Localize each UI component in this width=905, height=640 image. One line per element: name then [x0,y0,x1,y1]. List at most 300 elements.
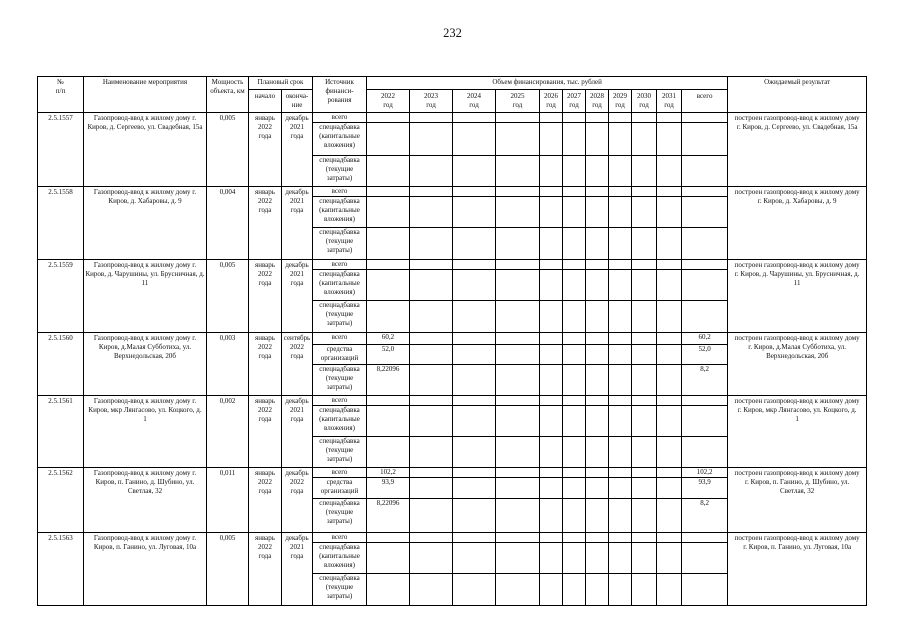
header-year-unit: год [469,101,479,109]
amount-2030 [632,499,657,533]
amount-2029 [609,533,632,543]
amount-2026 [540,533,563,543]
amount-2025 [496,499,540,533]
table-header [38,77,867,113]
amount-2022 [367,406,410,437]
amount-2029 [609,228,632,260]
item-capacity: 0,011 [207,468,249,533]
amount-2024 [453,270,496,301]
amount-2024 [453,543,496,574]
amount-2031 [657,543,682,574]
header-year-2026 [540,90,563,113]
amount-2031 [657,270,682,301]
amount-2031 [657,123,682,156]
item-capacity: 0,005 [207,533,249,606]
funding-source: спецнадбавка (текущие затраты) [313,301,367,333]
amount-2023 [410,574,453,606]
item-name: Газопровод-ввод к жилому дому г. Киров, д. Чарушины, ул. Брусничная, д. 11 [84,260,207,333]
funding-source: всего [313,468,367,478]
amount-2030 [632,437,657,468]
table-row [38,333,867,345]
amount-2027 [563,187,586,197]
amount-2028 [586,406,609,437]
item-capacity: 0,002 [207,396,249,468]
amount-2029 [609,543,632,574]
amount-2023 [410,406,453,437]
header-year-label: 2024 [467,92,482,100]
amount-2024 [453,437,496,468]
amount-2029 [609,406,632,437]
amount-2023 [410,533,453,543]
amount-2028 [586,260,609,270]
amount-2029 [609,478,632,499]
amount-total [682,543,728,574]
header-year-unit: год [592,101,602,109]
item-result: построен газопровод-ввод к жилому дому г. Киров, мкр Лянгасово, ул. Коцкого, д. 1 [728,396,867,468]
amount-2024 [453,499,496,533]
amount-2023 [410,437,453,468]
amount-2026 [540,187,563,197]
amount-total: 93,9 [682,478,728,499]
header-year-2028 [586,90,609,113]
amount-2027 [563,270,586,301]
amount-2030 [632,187,657,197]
amount-total: 60,2 [682,333,728,345]
amount-2030 [632,197,657,228]
amount-2026 [540,156,563,187]
amount-2023 [410,260,453,270]
header-row-top [38,77,867,90]
amount-2026 [540,406,563,437]
header-year-label: 2026 [544,92,559,100]
amount-2025 [496,396,540,406]
amount-2022: 8,22096 [367,499,410,533]
item-name: Газопровод-ввод к жилому дому г. Киров, д. Хабаровы, д. 9 [84,187,207,260]
header-name: Наименование мероприятия [84,77,207,113]
amount-2026 [540,365,563,396]
amount-2025 [496,228,540,260]
item-end-date: декабрь 2021 года [282,113,313,187]
item-end-date: декабрь 2021 года [282,187,313,260]
header-year-label: 2030 [637,92,652,100]
amount-2023 [410,468,453,478]
amount-2029 [609,260,632,270]
amount-2022 [367,228,410,260]
item-number: 2.5.1562 [38,468,84,533]
amount-2029 [609,123,632,156]
item-start-date: январь 2022 года [249,260,282,333]
amount-2030 [632,406,657,437]
amount-2030 [632,301,657,333]
amount-2022 [367,396,410,406]
funding-plan-table [37,76,867,606]
amount-2024 [453,333,496,345]
amount-2030 [632,543,657,574]
amount-2031 [657,345,682,365]
amount-total [682,396,728,406]
amount-2023 [410,365,453,396]
header-funding: Объем финансирования, тыс. рублей [367,77,728,90]
amount-2030 [632,396,657,406]
amount-2024 [453,228,496,260]
amount-2027 [563,478,586,499]
item-end-date: декабрь 2021 года [282,533,313,606]
amount-2023 [410,156,453,187]
item-end-date: декабрь 2021 года [282,260,313,333]
amount-2026 [540,437,563,468]
amount-2026 [540,123,563,156]
funding-source: всего [313,333,367,345]
funding-source: спецнадбавка (капитальные вложения) [313,123,367,156]
amount-2029 [609,574,632,606]
amount-2029 [609,396,632,406]
table-row [38,468,867,478]
header-year-unit: год [426,101,436,109]
amount-2025 [496,468,540,478]
amount-2031 [657,478,682,499]
table-row [38,533,867,543]
amount-2023 [410,301,453,333]
item-number: 2.5.1557 [38,113,84,187]
amount-2031 [657,113,682,123]
item-start-date: январь 2022 года [249,113,282,187]
amount-2024 [453,365,496,396]
header-term-start: начало [249,90,282,113]
amount-2029 [609,197,632,228]
amount-2022 [367,301,410,333]
amount-2023 [410,499,453,533]
table-body [38,113,867,606]
amount-total [682,228,728,260]
amount-2022 [367,113,410,123]
amount-2025 [496,197,540,228]
amount-total [682,270,728,301]
amount-2031 [657,187,682,197]
amount-2025 [496,543,540,574]
amount-2029 [609,468,632,478]
header-year-label: 2027 [567,92,582,100]
amount-2025 [496,345,540,365]
amount-2023 [410,333,453,345]
amount-2025 [496,123,540,156]
amount-2022: 60,2 [367,333,410,345]
amount-2031 [657,574,682,606]
amount-2026 [540,574,563,606]
amount-2023 [410,543,453,574]
header-year-unit: год [512,101,523,109]
amount-2027 [563,301,586,333]
amount-total [682,187,728,197]
amount-2028 [586,478,609,499]
amount-2027 [563,123,586,156]
amount-2025 [496,187,540,197]
header-term: Плановый срок [249,77,313,90]
amount-2022: 102,2 [367,468,410,478]
funding-source: спецнадбавка (капитальные вложения) [313,543,367,574]
item-result: построен газопровод-ввод к жилому дому г. Киров, п. Ганино, ул. Луговая, 10а [728,533,867,606]
amount-2029 [609,301,632,333]
amount-2022 [367,187,410,197]
amount-2030 [632,113,657,123]
item-name: Газопровод-ввод к жилому дому г. Киров, д.Малая Субботиха, ул. Верхнедольская, 20б [84,333,207,396]
amount-2028 [586,187,609,197]
item-capacity: 0,005 [207,113,249,187]
table-row [38,113,867,123]
funding-source: спецнадбавка (текущие затраты) [313,499,367,533]
amount-total: 52,0 [682,345,728,365]
amount-2029 [609,437,632,468]
amount-2024 [453,478,496,499]
amount-2026 [540,270,563,301]
header-capacity: Мощность объекта, км [207,77,249,113]
funding-source: средства организаций [313,345,367,365]
amount-2031 [657,396,682,406]
item-start-date: январь 2022 года [249,333,282,396]
amount-2029 [609,345,632,365]
amount-2027 [563,533,586,543]
amount-2024 [453,197,496,228]
funding-source: спецнадбавка (капитальные вложения) [313,197,367,228]
amount-2024 [453,123,496,156]
amount-2026 [540,260,563,270]
amount-2025 [496,156,540,187]
header-year-label: 2029 [613,92,628,100]
amount-2023 [410,228,453,260]
amount-2025 [496,113,540,123]
amount-total [682,113,728,123]
header-year-label: 2025 [510,92,525,100]
amount-2028 [586,123,609,156]
amount-2028 [586,533,609,543]
amount-2028 [586,228,609,260]
header-year-unit: год [664,101,674,109]
amount-2026 [540,478,563,499]
header-year-2030 [632,90,657,113]
amount-total [682,123,728,156]
funding-source: всего [313,187,367,197]
amount-total [682,437,728,468]
item-number: 2.5.1560 [38,333,84,396]
amount-2026 [540,301,563,333]
header-year-2024 [453,90,496,113]
amount-2023 [410,187,453,197]
table-row [38,396,867,406]
amount-2031 [657,228,682,260]
item-name: Газопровод-ввод к жилому дому г. Киров, п. Ганино, д. Шубино, ул. Светлая, 32 [84,468,207,533]
amount-2028 [586,197,609,228]
item-name: Газопровод-ввод к жилому дому г. Киров, п. Ганино, ул. Луговая, 10а [84,533,207,606]
header-year-2023 [410,90,453,113]
amount-2024 [453,260,496,270]
amount-2025 [496,260,540,270]
amount-2028 [586,437,609,468]
amount-2023 [410,345,453,365]
funding-source: спецнадбавка (текущие затраты) [313,156,367,187]
item-name: Газопровод-ввод к жилому дому г. Киров, мкр Лянгасово, ул. Коцкого, д. 1 [84,396,207,468]
header-year-unit: год [639,101,649,109]
amount-2028 [586,468,609,478]
amount-total [682,574,728,606]
amount-2024 [453,533,496,543]
amount-2024 [453,301,496,333]
amount-2027 [563,499,586,533]
amount-2030 [632,365,657,396]
amount-2027 [563,437,586,468]
amount-2031 [657,406,682,437]
amount-2029 [609,156,632,187]
funding-source: спецнадбавка (капитальные вложения) [313,406,367,437]
item-start-date: январь 2022 года [249,396,282,468]
amount-2030 [632,468,657,478]
amount-2022 [367,543,410,574]
amount-2025 [496,333,540,345]
amount-2030 [632,123,657,156]
funding-source: спецнадбавка (текущие затраты) [313,365,367,396]
amount-2027 [563,333,586,345]
amount-2022 [367,123,410,156]
amount-2027 [563,468,586,478]
amount-2031 [657,260,682,270]
header-year-unit: год [383,101,393,109]
amount-2023 [410,123,453,156]
amount-2031 [657,333,682,345]
funding-source: всего [313,113,367,123]
amount-2028 [586,574,609,606]
header-year-label: 2028 [590,92,605,100]
amount-total [682,533,728,543]
header-year-2029 [609,90,632,113]
amount-2027 [563,396,586,406]
amount-2030 [632,156,657,187]
item-start-date: январь 2022 года [249,533,282,606]
item-start-date: январь 2022 года [249,187,282,260]
amount-total [682,406,728,437]
amount-2031 [657,197,682,228]
amount-2027 [563,228,586,260]
amount-2025 [496,406,540,437]
amount-2030 [632,333,657,345]
amount-2027 [563,156,586,187]
item-end-date: сентябрь 2022 года [282,333,313,396]
amount-2027 [563,260,586,270]
amount-2026 [540,228,563,260]
amount-2030 [632,228,657,260]
item-result: построен газопровод-ввод к жилому дому г. Киров, д.Малая Субботиха, ул. Верхнедольская, 20б [728,333,867,396]
amount-2030 [632,533,657,543]
funding-source: спецнадбавка (текущие затраты) [313,437,367,468]
header-year-label: 2022 [381,92,396,100]
amount-2031 [657,499,682,533]
amount-total [682,156,728,187]
amount-2024 [453,468,496,478]
amount-total: 8,2 [682,499,728,533]
amount-total [682,301,728,333]
amount-2022: 93,9 [367,478,410,499]
amount-2031 [657,301,682,333]
header-term-end: оконча- ние [282,90,313,113]
amount-2022 [367,270,410,301]
header-year-unit: год [569,101,579,109]
amount-2031 [657,533,682,543]
amount-2029 [609,270,632,301]
header-year-2025 [496,90,540,113]
amount-2028 [586,301,609,333]
amount-2026 [540,113,563,123]
amount-2023 [410,270,453,301]
amount-2029 [609,365,632,396]
header-source: Источник финанси- рования [313,77,367,113]
item-end-date: декабрь 2022 года [282,468,313,533]
amount-2022 [367,533,410,543]
amount-2022 [367,260,410,270]
amount-2031 [657,437,682,468]
amount-2028 [586,270,609,301]
amount-2030 [632,260,657,270]
amount-2029 [609,187,632,197]
amount-2028 [586,543,609,574]
item-result: построен газопровод-ввод к жилому дому г. Киров, п. Ганино, д. Шубино, ул. Светлая, 32 [728,468,867,533]
item-result: построен газопровод-ввод к жилому дому г. Киров, д. Хабаровы, д. 9 [728,187,867,260]
amount-2027 [563,197,586,228]
header-year-2022 [367,90,410,113]
amount-total [682,197,728,228]
amount-2026 [540,345,563,365]
item-result: построен газопровод-ввод к жилому дому г. Киров, д. Чарушины, ул. Брусничная, д. 11 [728,260,867,333]
amount-2030 [632,478,657,499]
amount-2027 [563,574,586,606]
header-year-label: 2023 [424,92,439,100]
amount-2022 [367,574,410,606]
amount-2026 [540,333,563,345]
header-year-label: 2031 [662,92,677,100]
amount-2030 [632,270,657,301]
amount-2028 [586,499,609,533]
amount-total: 102,2 [682,468,728,478]
amount-2029 [609,333,632,345]
header-year-2027 [563,90,586,113]
item-number: 2.5.1559 [38,260,84,333]
amount-2023 [410,197,453,228]
item-end-date: декабрь 2021 года [282,396,313,468]
item-result: построен газопровод-ввод к жилому дому г. Киров, д. Сергеево, ул. Свадебная, 15а [728,113,867,187]
funding-source: спецнадбавка (текущие затраты) [313,574,367,606]
funding-source: спецнадбавка (текущие затраты) [313,228,367,260]
amount-2027 [563,406,586,437]
amount-2024 [453,396,496,406]
amount-2025 [496,533,540,543]
amount-total [682,260,728,270]
header-result: Ожидаемый результат [728,77,867,113]
amount-2025 [496,365,540,396]
header-num: № п/п [38,77,84,113]
amount-2023 [410,478,453,499]
table-row [38,187,867,197]
amount-2025 [496,270,540,301]
page-number: 232 [443,26,462,40]
table-row [38,260,867,270]
amount-2022 [367,197,410,228]
amount-2028 [586,333,609,345]
amount-2028 [586,156,609,187]
amount-2023 [410,113,453,123]
amount-2031 [657,468,682,478]
amount-2025 [496,574,540,606]
header-year-unit: год [615,101,625,109]
item-number: 2.5.1558 [38,187,84,260]
amount-2022: 52,0 [367,345,410,365]
item-start-date: январь 2022 года [249,468,282,533]
amount-2028 [586,396,609,406]
